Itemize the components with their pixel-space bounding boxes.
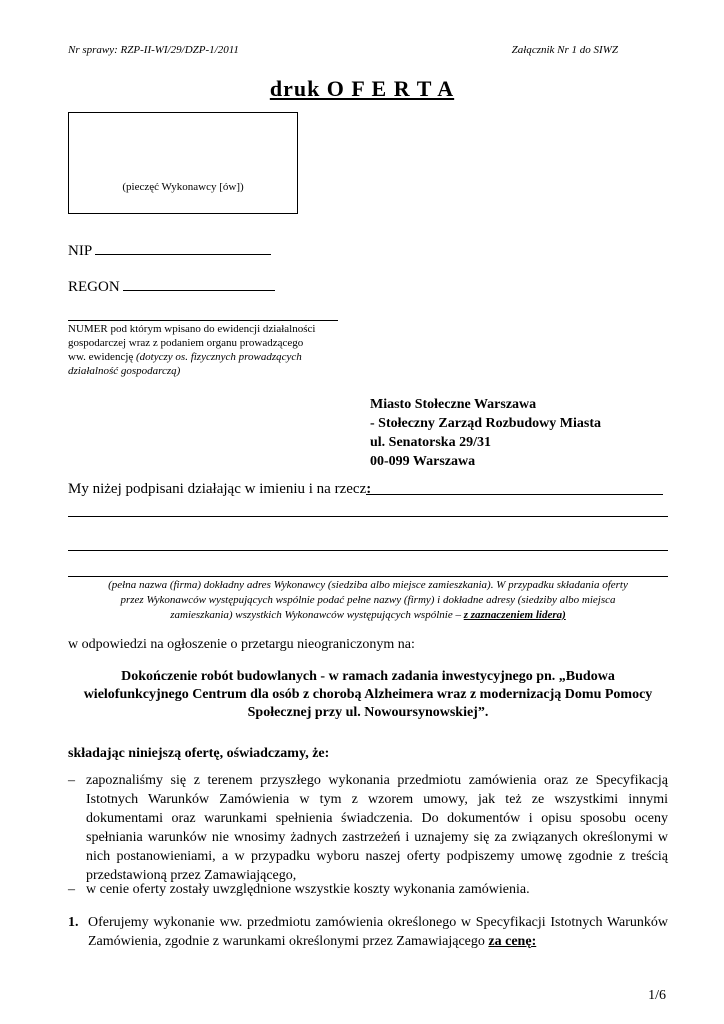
- annex-label: Załącznik Nr 1 do SIWZ: [511, 44, 618, 56]
- declaration-item: – zapoznaliśmy się z terenem przyszłego wykonania przedmiotu zamówienia oraz ze Specyfikacją Istotnych Warunków Zamówienia w tym z wzorem umowy, jak też ze wszystkimi innymi dokumentami oraz warunkami spełnienia świadczenia. Do dokumentów i opisu sposobu oceny spełniania warunków nie wnosimy żadnych zastrzeżeń i uznajemy się za związanych określonymi w nich postanowieniami, a w przypadku wyboru naszej oferty podpiszemy umowę zgodnie z treścią przedstawioną przez Zamawiającego,: [68, 773, 668, 883]
- tender-subject: Dokończenie robót budowlanych - w ramach zadania inwestycyjnego pn. „Budowa wielofunkcyjnego Centrum dla osób z chorobą Alzheimera wraz z modernizacją Domu Pomocy Społecznej przy ul. Nowoursynowskiej”.: [83, 669, 653, 720]
- declaration-heading: składając niniejszą ofertę, oświadczamy, że:: [68, 746, 330, 761]
- regon-label: REGON: [68, 279, 120, 295]
- registry-number-line[interactable]: [68, 320, 338, 321]
- tender-intro: w odpowiedzi na ogłoszenie o przetargu nieograniczonym na:: [68, 637, 415, 652]
- case-number: Nr sprawy: RZP-II-WI/29/DZP-1/2011: [68, 44, 239, 56]
- contractor-stamp-box: [68, 112, 298, 214]
- registry-note: NUMER pod którym wpisano do ewidencji działalności gospodarczej wraz z podaniem organu prowadzącego ww. ewidencję (dotyczy os. fizycznych prowadzących działalność gospodarczą): [68, 323, 316, 377]
- page-number: 1/6: [648, 988, 666, 1003]
- signatories-input-line[interactable]: [366, 494, 663, 495]
- nip-label: NIP: [68, 243, 92, 259]
- contractor-input-line-2[interactable]: [68, 550, 668, 551]
- contractor-note: (pełna nazwa (firma) dokładny adres Wykonawcy (siedziba albo miejsce zamieszkania). W przypadku składania oferty przez Wykonawców występujących wspólnie podać pełne nazwy (firmy) i dokładne adresy (siedziby albo miejsca zamieszkania) wszystkich Wykonawców występujących wspólnie – z zaznaczeniem lidera): [108, 579, 628, 621]
- contractor-input-line-3[interactable]: [68, 576, 668, 577]
- stamp-caption: (pieczęć Wykonawcy [ów]): [122, 181, 244, 193]
- nip-field: [68, 240, 271, 260]
- contractor-input-line-1[interactable]: [68, 516, 668, 517]
- page-title: druk O F E R T A: [269, 76, 455, 101]
- nip-input-line[interactable]: [95, 240, 271, 255]
- recipient-address: Miasto Stołeczne Warszawa - Stołeczny Zarząd Rozbudowy Miasta ul. Senatorska 29/31 00-099 Warszawa: [370, 397, 601, 469]
- declaration-item: – w cenie oferty zostały uwzględnione wszystkie koszty wykonania zamówienia.: [68, 882, 530, 897]
- offer-point-1: 1. Oferujemy wykonanie ww. przedmiotu zamówienia określonego w Specyfikacji Istotnych Warunków Zamówienia, zgodnie z warunkami określonymi przez Zamawiającego za cenę:: [68, 915, 668, 949]
- regon-field: [68, 276, 275, 296]
- regon-input-line[interactable]: [123, 276, 275, 291]
- signatories-statement: My niżej podpisani działając w imieniu i na rzecz:: [68, 481, 372, 497]
